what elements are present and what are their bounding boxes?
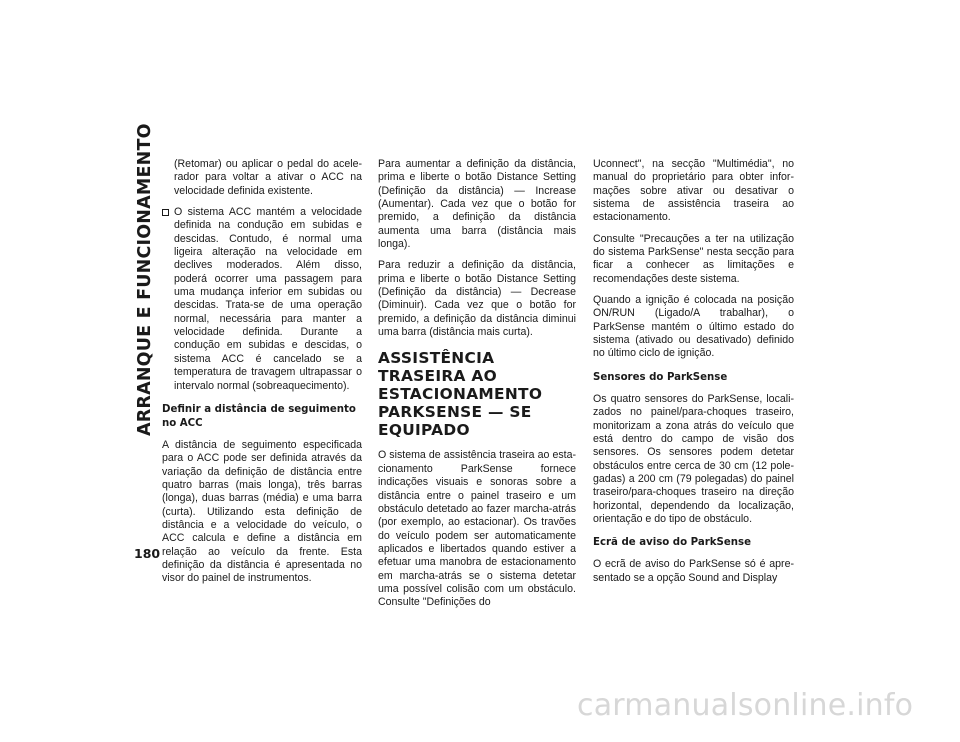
subheading-follow-distance: Definir a distância de seguimento no ACC <box>162 403 356 429</box>
column-1 <box>162 158 362 594</box>
paragraph: O ecrã de aviso do ParkSense só é apresentado se a opção Sound and Display <box>593 558 794 584</box>
paragraph: A distância de seguimento especificada para o ACC pode ser definida através da variação da definição de distância entre quatro barras (mais longa), três barras (longa), duas barras (média) e uma barra (curta). Utilizando esta definição de distância e a velocidade do veículo, o ACC calcula e define a distância em relação ao veículo da frente. Esta definição da distância é apresentada no visor do painel de instrumentos. <box>162 438 362 585</box>
bullet-text: O sistema ACC mantém a velocidade definida na condução em subidas e descidas. Contudo, é normal uma ligeira alteração na velocidade em declives moderados. Além disso, poderá ocorrer uma passagem para uma mudança inferior em subidas ou descidas. Trata-se de uma operação normal, necessária para manter a velocidade definida. Durante a condução em subidas e descidas, o sistema ACC é cancelado se a temperatura de travagem ultrapassar o intervalo normal (sobreaquecimento). <box>174 206 362 392</box>
paragraph: Consulte "Precauções a ter na utilização do sistema ParkSense" nesta secção para ficar a conhecer as limitações e recomendações deste sistema. <box>593 232 794 285</box>
paragraph: Para reduzir a definição da distância, prima e liberte o botão Distance Setting (Definição da distância) — Decrease (Diminuir). Cada vez que o botão for premido, a definição da distância diminui uma barra (distância mais curta). <box>378 259 576 339</box>
subheading-warning-display: Ecrã de aviso do ParkSense <box>593 537 751 549</box>
section-side-title: ARRANQUE E FUNCIONAMENTO <box>135 123 155 436</box>
watermark: carmanualsonline.info <box>577 688 914 723</box>
paragraph: Os quatro sensores do ParkSense, localizados no painel/para-choques traseiro, monitorizam a zona atrás do veículo que está dentro do campo de visão dos sensores. Os sensores podem detetar obstáculos entre cerca de 30 cm (12 polegadas) a 200 cm (79 polegadas) do painel traseiro/para-choques traseiro na direção horizontal, dependendo da localização, orientação e do tipo de obstáculo. <box>593 392 794 525</box>
square-bullet-icon <box>162 209 169 216</box>
page-number: 180 <box>134 546 161 561</box>
paragraph: Quando a ignição é colocada na posição ON/RUN (Ligado/A trabalhar), o ParkSense mantém o último estado do sistema (ativado ou desativado) definido no último ciclo de ignição. <box>593 294 794 360</box>
paragraph: Para aumentar a definição da distância, prima e liberte o botão Distance Setting (Definição da distância) — Increase (Aumentar). Cada vez que o botão for premido, a definição da distância aumenta uma barra (distância mais longa). <box>378 158 576 251</box>
bullet-item <box>162 206 362 393</box>
column-3 <box>593 158 794 593</box>
paragraph: O sistema de assistência traseira ao estacionamento ParkSense fornece indicações visuais e sonoras sobre a distância entre o painel traseiro e um obstáculo detetado ao fazer marcha-atrás (por exemplo, ao estacionar). Os travões do veículo podem ser automaticamente aplicados e libertados quando estiver a efetuar uma manobra de estacionamento em marcha-atrás se o sistema detetar uma possível colisão com um obstáculo. Consulte "Definições do <box>378 449 576 609</box>
continued-paragraph: (Retomar) ou aplicar o pedal do acelerador para voltar a ativar o ACC na velocidade definida existente. <box>174 158 362 197</box>
subheading-sensors: Sensores do ParkSense <box>593 371 728 383</box>
column-2 <box>378 158 576 618</box>
section-heading-parksense: ASSISTÊNCIA TRASEIRA AO ESTACIONAMENTO PARKSENSE — SE EQUIPADO <box>378 349 543 440</box>
paragraph: Uconnect", na secção "Multimédia", no manual do proprietário para obter informações sobre ativar ou desativar o sistema de assistência traseira ao estacionamento. <box>593 158 794 224</box>
